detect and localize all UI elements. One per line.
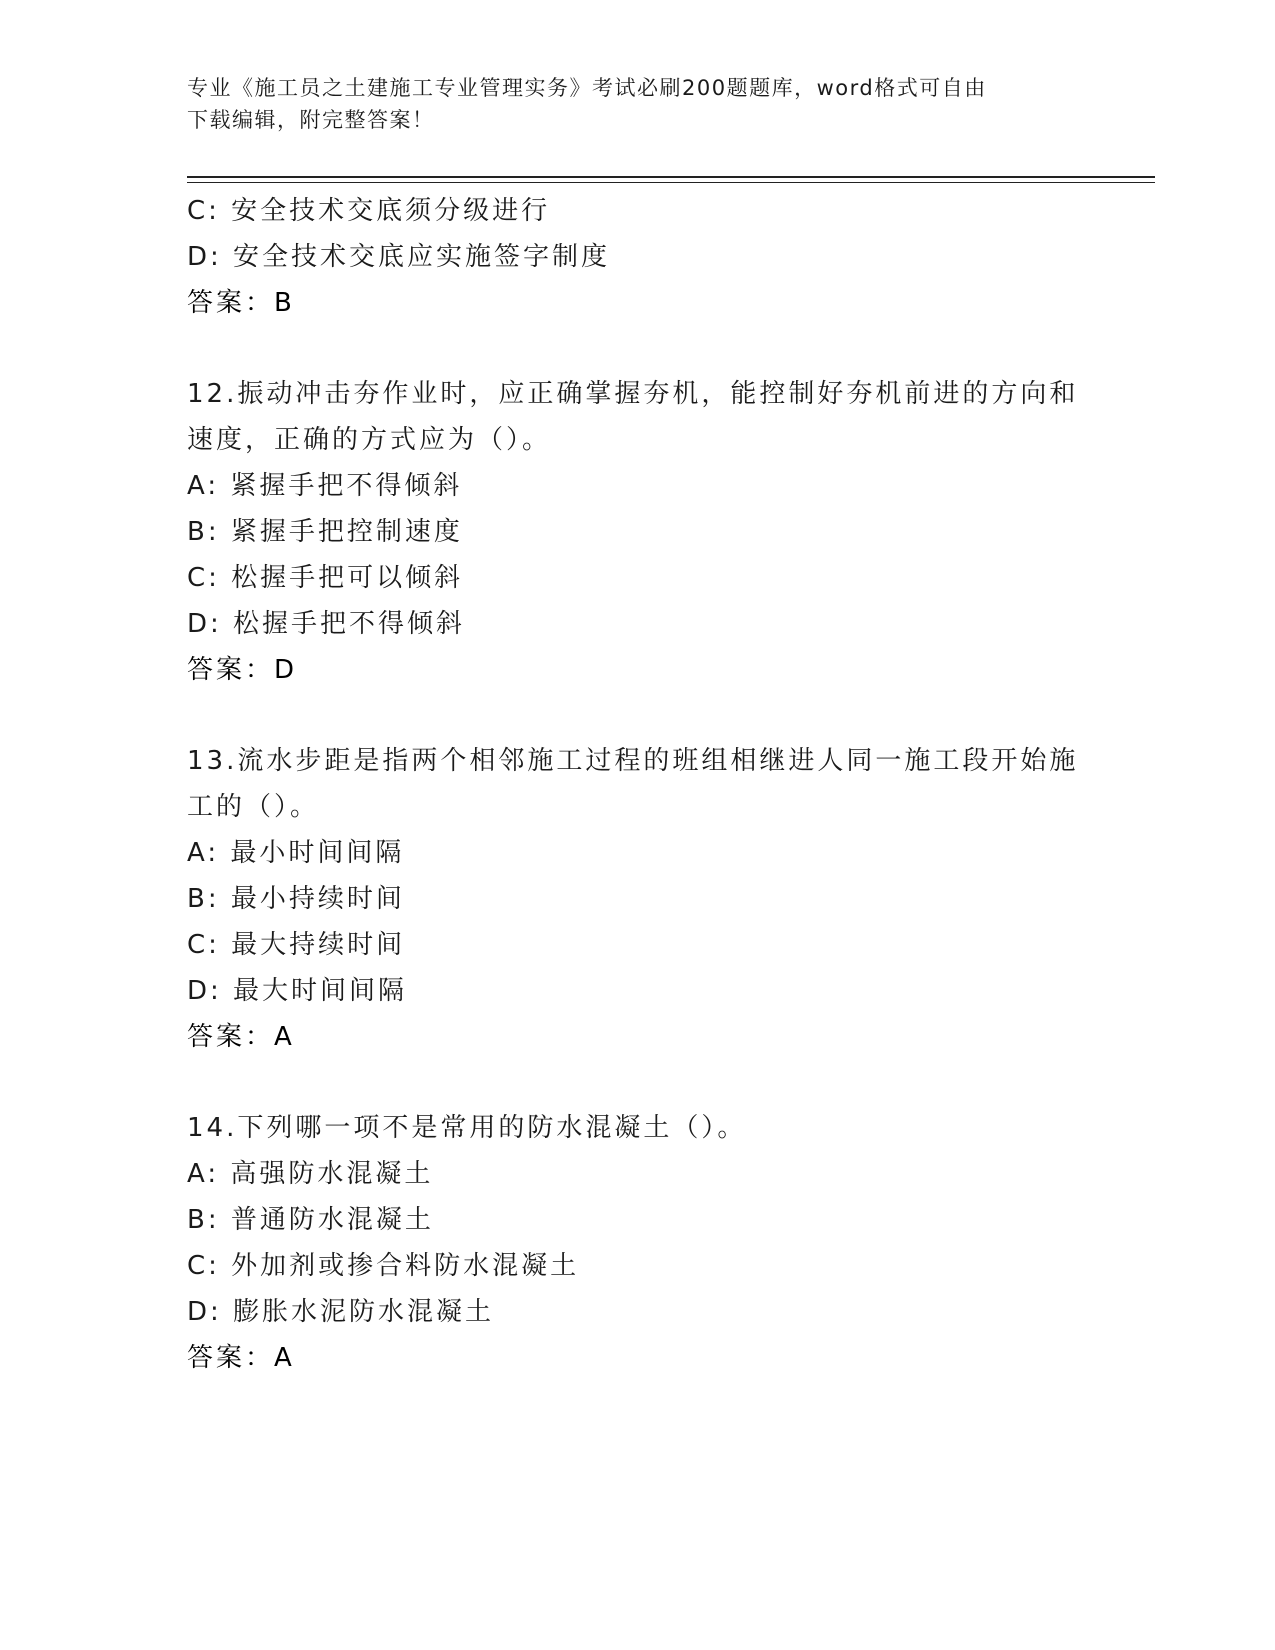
header-divider-thick bbox=[187, 176, 1155, 178]
option-d: D: 安全技术交底应实施签字制度 bbox=[187, 242, 611, 272]
question-stem: 工的（）。 bbox=[187, 792, 320, 822]
header-line-2: 下载编辑，附完整答案！ bbox=[187, 108, 435, 132]
spacer bbox=[187, 693, 1087, 738]
question-14 bbox=[187, 1105, 1087, 1381]
option-a: A: 高强防水混凝土 bbox=[187, 1159, 434, 1189]
question-stem: 12.振动冲击夯作业时，应正确掌握夯机，能控制好夯机前进的方向和 bbox=[187, 379, 1079, 409]
continued-question bbox=[187, 188, 1087, 326]
option-a: A: 紧握手把不得倾斜 bbox=[187, 471, 463, 501]
question-stem: 速度，正确的方式应为（）。 bbox=[187, 425, 552, 455]
option-c: C: 外加剂或掺合料防水混凝土 bbox=[187, 1251, 580, 1281]
question-13 bbox=[187, 738, 1087, 1060]
question-content bbox=[187, 188, 1087, 1381]
option-d: D: 膨胀水泥防水混凝土 bbox=[187, 1297, 495, 1327]
answer-label: 答案：B bbox=[187, 288, 295, 318]
option-b: B: 最小持续时间 bbox=[187, 884, 405, 914]
option-c: C: 松握手把可以倾斜 bbox=[187, 563, 464, 593]
option-b: B: 普通防水混凝土 bbox=[187, 1205, 434, 1235]
question-stem: 14.下列哪一项不是常用的防水混凝土（）。 bbox=[187, 1113, 747, 1143]
option-c: C: 安全技术交底须分级进行 bbox=[187, 196, 551, 226]
option-d: D: 松握手把不得倾斜 bbox=[187, 609, 466, 639]
header-line-1: 专业《施工员之土建施工专业管理实务》考试必刷200题题库，word格式可自由 bbox=[187, 76, 987, 100]
option-d: D: 最大时间间隔 bbox=[187, 976, 408, 1006]
question-stem: 13.流水步距是指两个相邻施工过程的班组相继进人同一施工段开始施 bbox=[187, 746, 1079, 776]
option-a: A: 最小时间间隔 bbox=[187, 838, 405, 868]
spacer bbox=[187, 326, 1087, 371]
document-header bbox=[187, 72, 1087, 136]
answer-label: 答案：A bbox=[187, 1343, 295, 1373]
spacer bbox=[187, 1060, 1087, 1105]
header-divider-thin bbox=[187, 182, 1155, 183]
question-12 bbox=[187, 371, 1087, 693]
answer-label: 答案：A bbox=[187, 1022, 295, 1052]
option-c: C: 最大持续时间 bbox=[187, 930, 406, 960]
option-b: B: 紧握手把控制速度 bbox=[187, 517, 463, 547]
answer-label: 答案：D bbox=[187, 655, 298, 685]
